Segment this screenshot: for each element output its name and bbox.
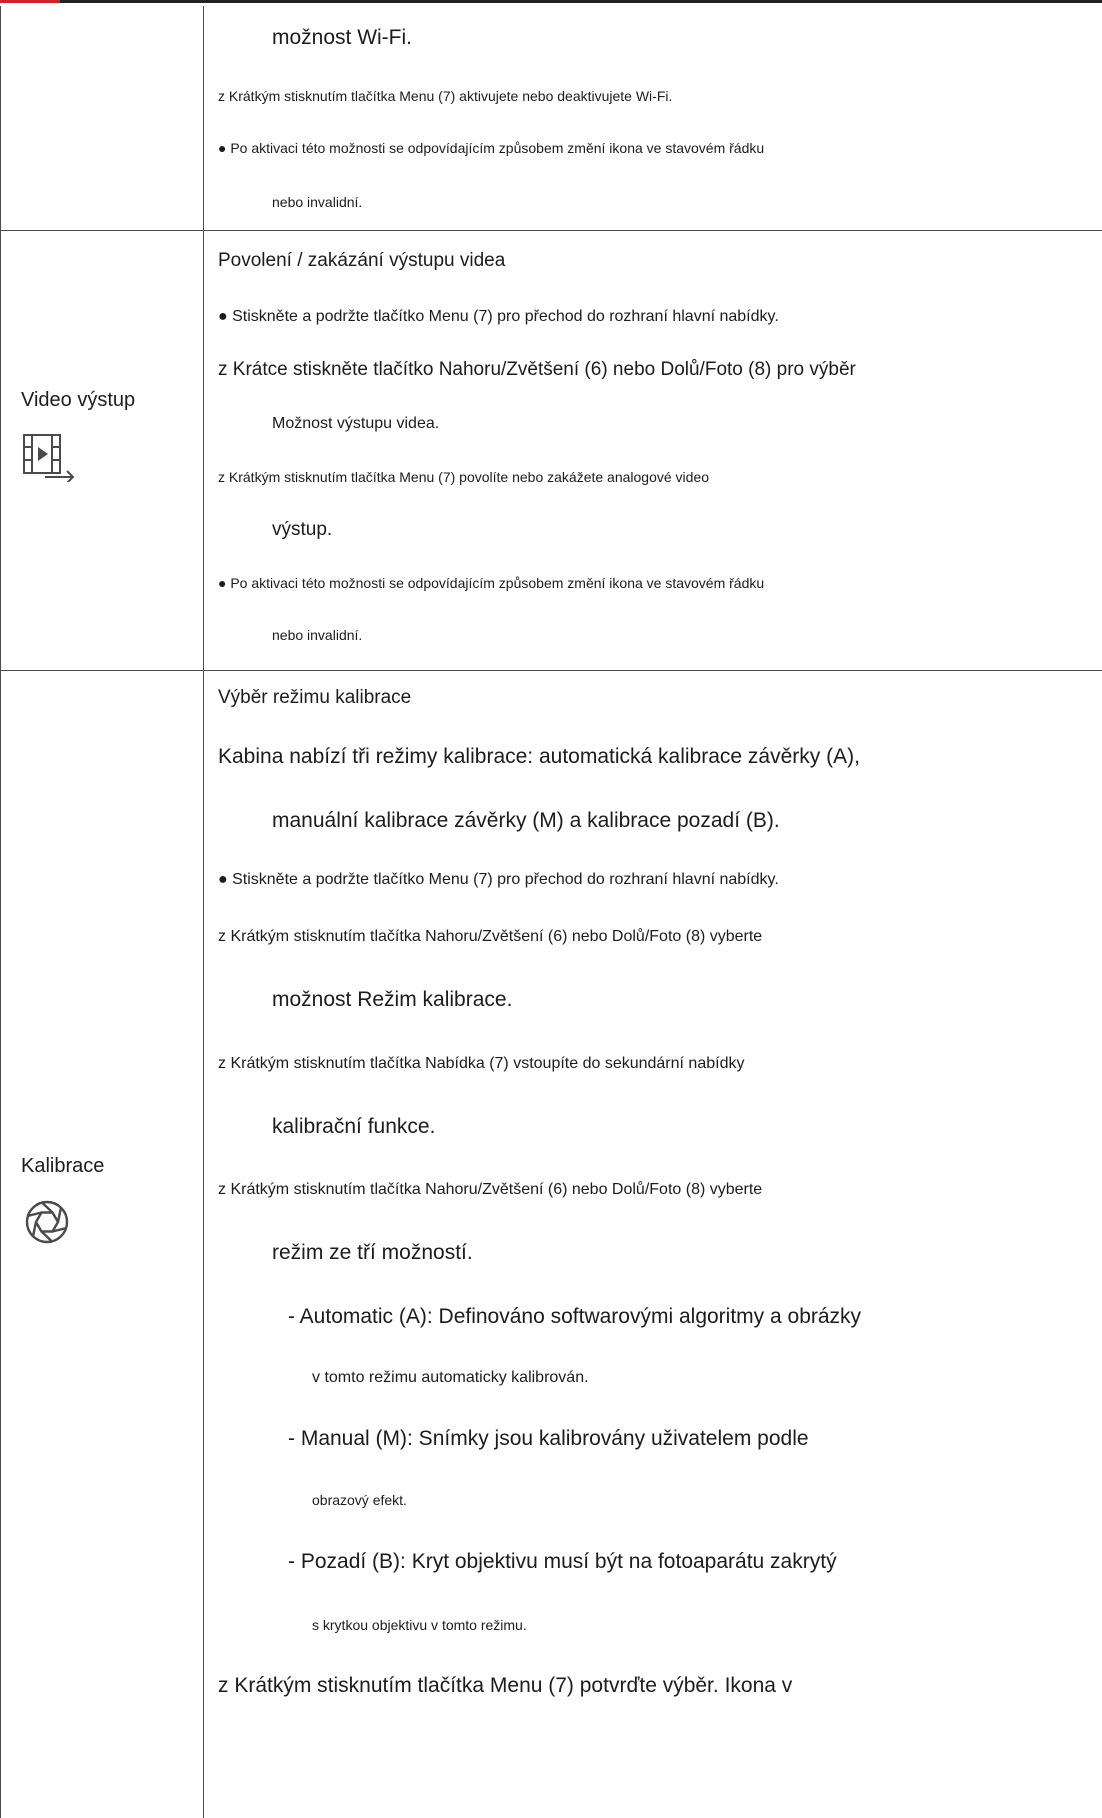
- desc-line: z Krátkým stisknutím tlačítka Menu (7) povolíte nebo zakážete analogové video: [218, 451, 1092, 503]
- desc-line: - Pozadí (B): Kryt objektivu musí být na fotoaparátu zakrytý: [218, 1529, 1092, 1595]
- desc-line: ● Stiskněte a podržte tlačítko Menu (7) pro přechod do rozhraní hlavní nabídky.: [218, 853, 1092, 907]
- table-row-video-output: [1, 231, 1102, 671]
- desc-line: výstup.: [218, 503, 1092, 557]
- desc-line: obrazový efekt.: [218, 1471, 1092, 1529]
- function-cell-video-output: [1, 231, 204, 671]
- desc-line: z Krátkým stisknutím tlačítka Nahoru/Zvětšení (6) nebo Dolů/Foto (8) vyberte: [218, 1159, 1092, 1221]
- desc-line: z Krátkým stisknutím tlačítka Menu (7) aktivujete nebo deaktivujete Wi-Fi.: [218, 70, 1092, 122]
- desc-line: Kabina nabízí tři režimy kalibrace: automatická kalibrace závěrky (A),: [218, 725, 1092, 789]
- desc-line: kalibrační funkce.: [218, 1095, 1092, 1159]
- desc-line: v tomto režimu automaticky kalibrován.: [218, 1349, 1092, 1407]
- desc-line: manuální kalibrace závěrky (M) a kalibrace pozadí (B).: [218, 789, 1092, 853]
- desc-line: - Automatic (A): Definováno softwarovými algoritmy a obrázky: [218, 1285, 1092, 1349]
- function-cell-calibration: [1, 671, 204, 1818]
- desc-line: - Manual (M): Snímky jsou kalibrovány uživatelem podle: [218, 1407, 1092, 1471]
- desc-line: ● Stiskněte a podržte tlačítko Menu (7) pro přechod do rozhraní hlavní nabídky.: [218, 291, 1092, 343]
- desc-line: Možnost výstupu videa.: [218, 397, 1092, 451]
- description-cell-wifi: [204, 6, 1102, 231]
- function-label-calibration: Kalibrace: [21, 1155, 104, 1178]
- desc-line: možnost Wi-Fi.: [218, 6, 1092, 70]
- description-cell-calibration: [204, 671, 1102, 1818]
- aperture-icon: [21, 1196, 104, 1255]
- desc-line: Povolení / zakázání výstupu videa: [218, 231, 1092, 291]
- desc-line: z Krátkým stisknutím tlačítka Nabídka (7) vstoupíte do sekundární nabídky: [218, 1033, 1092, 1095]
- desc-line: z Krátkým stisknutím tlačítka Nahoru/Zvětšení (6) nebo Dolů/Foto (8) vyberte: [218, 907, 1092, 967]
- function-cell-wifi: [1, 6, 204, 231]
- table-row-calibration: [1, 671, 1102, 1818]
- desc-line: možnost Režim kalibrace.: [218, 967, 1092, 1033]
- description-cell-video-output: [204, 231, 1102, 671]
- desc-line: ● Po aktivaci této možnosti se odpovídajícím způsobem změní ikona ve stavovém řádku: [218, 122, 1092, 174]
- desc-line: ● Po aktivaci této možnosti se odpovídajícím způsobem změní ikona ve stavovém řádku: [218, 557, 1092, 609]
- page-top-rule: [0, 0, 1102, 3]
- table-row-wifi: [1, 6, 1102, 231]
- desc-line: z Krátkým stisknutím tlačítka Menu (7) potvrďte výběr. Ikona v: [218, 1655, 1092, 1717]
- desc-line: režim ze tří možností.: [218, 1221, 1092, 1285]
- function-table: [0, 6, 1102, 1818]
- desc-line: s krytkou objektivu v tomto režimu.: [218, 1595, 1092, 1655]
- desc-line: nebo invalidní.: [218, 609, 1092, 661]
- desc-line: nebo invalidní.: [218, 174, 1092, 230]
- desc-line: z Krátce stiskněte tlačítko Nahoru/Zvětšení (6) nebo Dolů/Foto (8) pro výběr: [218, 343, 1092, 397]
- page-top-accent: [0, 0, 60, 3]
- function-label-video-output: Video výstup: [21, 389, 135, 412]
- desc-line: Výběr režimu kalibrace: [218, 671, 1092, 725]
- video-output-icon: [21, 430, 135, 487]
